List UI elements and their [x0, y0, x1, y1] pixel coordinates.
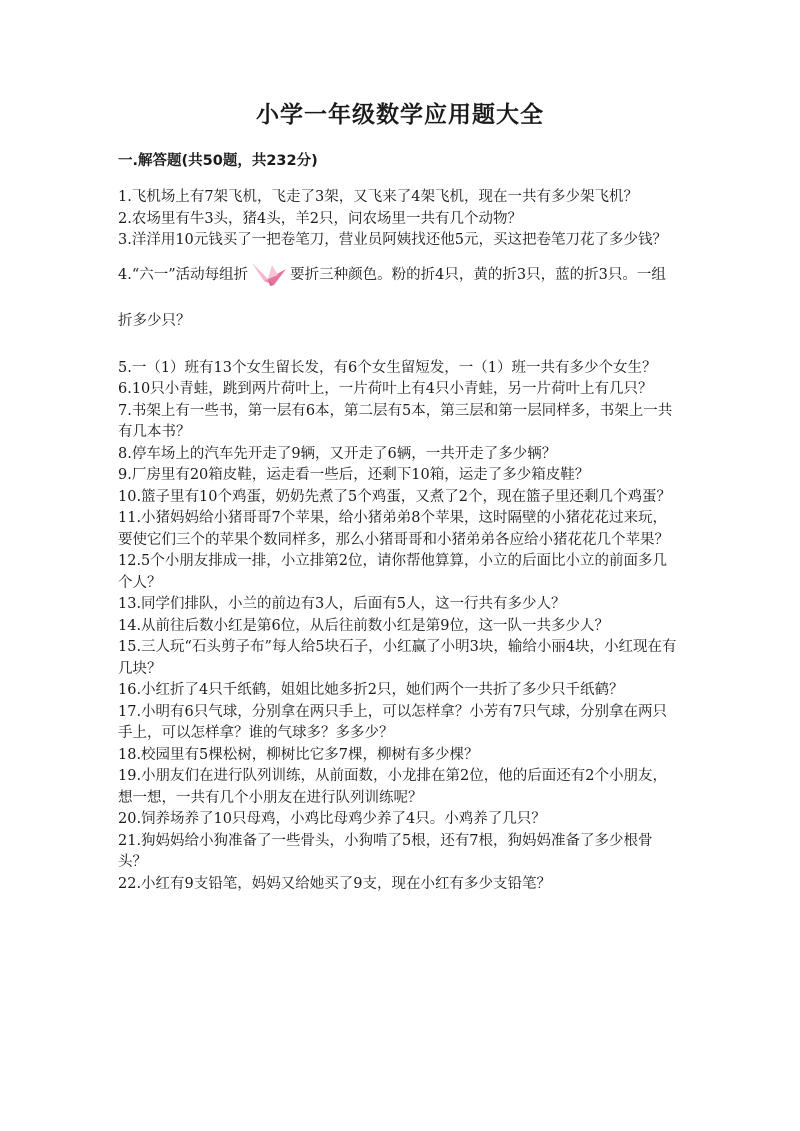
- question-12: 12.5个小朋友排成一排，小立排第2位，请你帮他算算，小立的后面比小立的前面多几个人？: [118, 553, 668, 591]
- question-1: 1.飞机场上有7架飞机，飞走了3架，又飞来了4架飞机，现在一共有多少架飞机？: [118, 189, 639, 205]
- question-3: 3.洋洋用10元钱买了一把卷笔刀，营业员阿姨找还他5元，买这把卷笔刀花了多少钱？: [118, 232, 668, 248]
- question-5: 5.一（1）班有13个女生留长发，有6个女生留短发，一（1）班一共有多少个女生？: [118, 359, 657, 376]
- question-19: 19.小朋友们在进行队列训练，从前面数，小龙排在第2位，他的后面还有2个小朋友，想一想，一共有几个小朋友在进行队列训练呢？: [118, 768, 668, 806]
- question-16: 16.小红折了4只千纸鹤，姐姐比她多折2只，她们两个一共折了多少只千纸鹤？: [118, 682, 624, 698]
- question-4-text-after: 要折三种颜色。粉的折4只，黄的折3只，蓝的折3只。一组折多少只？: [118, 266, 666, 329]
- question-4: [118, 252, 680, 344]
- question-13: 13.同学们排队，小兰的前边有3人，后面有5人，这一行共有多少人？: [118, 596, 566, 612]
- question-14: 14.从前往后数小红是第6位，从后往前数小红是第9位，这一队一共多少人？: [118, 617, 610, 634]
- question-20: 20.饲养场养了10只母鸡，小鸡比母鸡少养了4只。小鸡养了几只？: [118, 811, 546, 827]
- spacer: [118, 344, 680, 358]
- question-list: [118, 187, 680, 895]
- section-heading: 一.解答题(共50题，共232分): [118, 153, 318, 169]
- question-10: 10.篮子里有10个鸡蛋，奶奶先煮了5个鸡蛋，又煮了2个，现在篮子里还剩几个鸡蛋？: [118, 488, 671, 505]
- question-9: 9.厂房里有20箱皮鞋，运走看一些后，还剩下10箱，运走了多少箱皮鞋？: [118, 467, 590, 483]
- question-21: 21.狗妈妈给小狗准备了一些骨头，小狗啃了5根，还有7根，狗妈妈准备了多少根骨头？: [118, 832, 653, 870]
- question-11: 11.小猪妈妈给小猪哥哥7个苹果，给小猪弟弟8个苹果，这时隔壁的小猪花花过来玩，要使它们三个的苹果个数同样多，那么小猪哥哥和小猪弟弟各应给小猪花花几个苹果？: [118, 510, 669, 548]
- question-17: 17.小明有6只气球，分别拿在两只手上，可以怎样拿？小芳有7只气球，分别拿在两只手上，可以怎样拿？谁的气球多？多多少？: [118, 703, 668, 741]
- page-title: 小学一年级数学应用题大全: [256, 102, 544, 128]
- question-6: 6.10只小青蛙，跳到两片荷叶上，一片荷叶上有4只小青蛙，另一片荷叶上有几只？: [118, 381, 653, 397]
- question-18: 18.校园里有5棵松树，柳树比它多7棵，柳树有多少棵？: [118, 746, 479, 763]
- question-8: 8.停车场上的汽车先开走了9辆，又开走了6辆，一共开走了多少辆？: [118, 445, 557, 462]
- question-4-text-before: 4.“六一”活动每组折: [118, 266, 249, 283]
- question-15: 15.三人玩“石头剪子布”每人给5块石子，小红赢了小明3块，输给小丽4块，小红现在有几块？: [118, 639, 677, 677]
- question-2: 2.农场里有牛3头，猪4头，羊2只，问农场里一共有几个动物？: [118, 210, 523, 227]
- question-22: 22.小红有9支铅笔，妈妈又给她买了9支，现在小红有多少支铅笔？: [118, 875, 552, 892]
- question-7: 7.书架上有一些书，第一层有6本，第二层有5本，第三层和第一层同样多，书架上一共有几本书？: [118, 402, 673, 440]
- paper-crane-icon: [250, 259, 288, 287]
